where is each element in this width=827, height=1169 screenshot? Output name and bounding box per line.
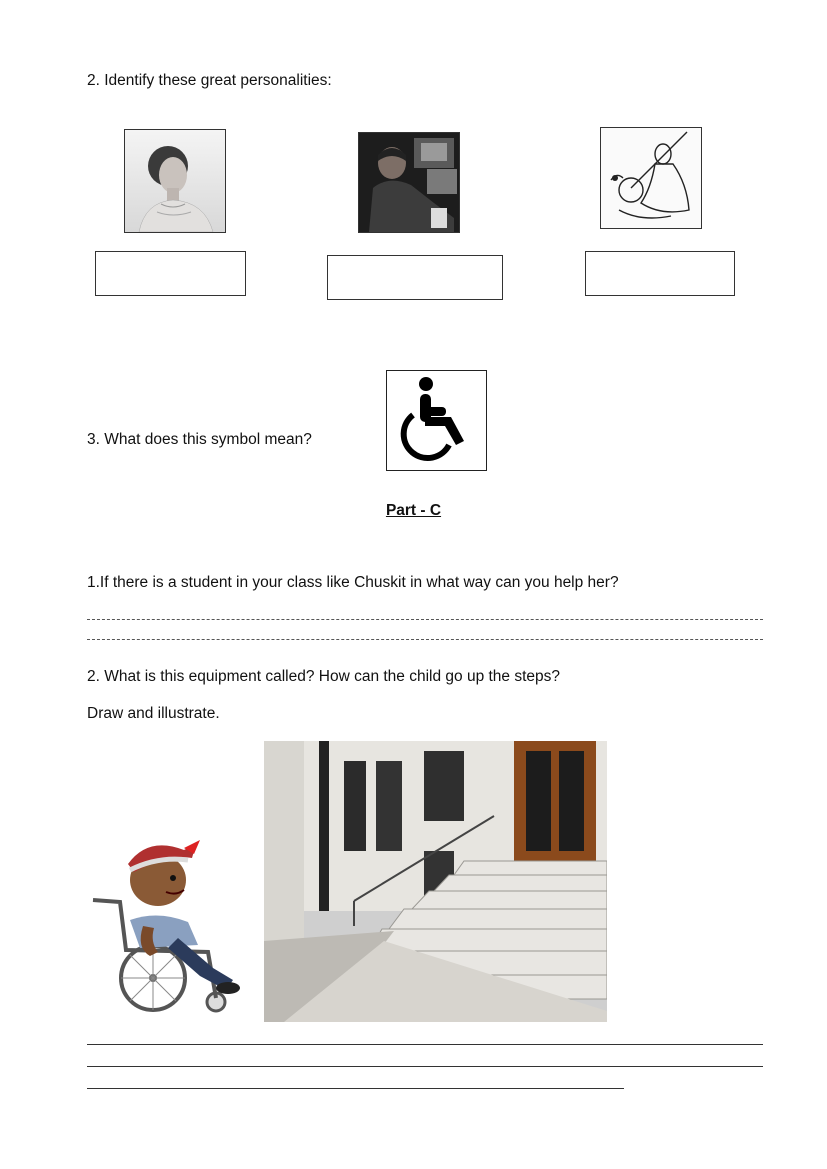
solid-answer-line-2[interactable]	[87, 1066, 763, 1067]
solid-answer-line-3[interactable]	[87, 1088, 624, 1089]
sketch-saint-with-instrument	[600, 127, 702, 229]
question-equipment-steps: 2. What is this equipment called? How can the child go up the steps?	[87, 668, 561, 685]
answer-box-1[interactable]	[95, 251, 246, 296]
instruction-draw-illustrate: Draw and illustrate.	[87, 705, 220, 722]
question-symbol-meaning: 3. What does this symbol mean?	[87, 431, 312, 448]
boy-in-wheelchair-cartoon	[88, 830, 248, 1015]
part-c-heading	[0, 502, 827, 520]
solid-answer-line-1[interactable]	[87, 1044, 763, 1045]
part-c-heading-text: Part - C	[385, 502, 442, 519]
answer-box-2[interactable]	[327, 255, 503, 300]
steps-building-photo	[264, 741, 607, 1022]
portrait-woman-photo	[124, 129, 226, 233]
answer-box-3[interactable]	[585, 251, 735, 296]
dashed-answer-line-2[interactable]	[87, 639, 763, 640]
question-help-student: 1.If there is a student in your class like Chuskit in what way can you help her?	[87, 574, 619, 591]
portrait-man-wheelchair-photo	[358, 132, 460, 233]
wheelchair-accessibility-icon	[386, 370, 487, 471]
question-identify-personalities: 2. Identify these great personalities:	[87, 72, 332, 89]
dashed-answer-line-1[interactable]	[87, 619, 763, 620]
